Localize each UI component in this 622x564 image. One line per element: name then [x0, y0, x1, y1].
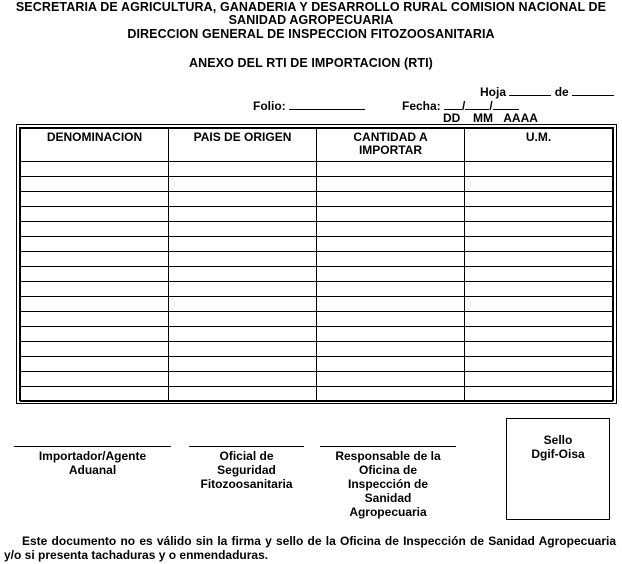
table-cell[interactable]	[317, 222, 465, 237]
table-row	[21, 252, 613, 267]
importador-label-line: Aduanal	[68, 463, 117, 477]
table-cell[interactable]	[317, 237, 465, 252]
sheet-number-field[interactable]	[480, 84, 614, 99]
table-row	[21, 387, 613, 402]
col-cantidad	[317, 129, 465, 162]
responsable-signature-line[interactable]	[320, 446, 456, 447]
items-grid	[20, 128, 613, 402]
table-cell[interactable]	[465, 312, 613, 327]
folio-blank[interactable]	[289, 98, 365, 110]
table-cell[interactable]	[169, 252, 317, 267]
stamp-label-line: Sello	[543, 433, 573, 447]
table-cell[interactable]	[21, 387, 169, 402]
import-items-table	[16, 124, 617, 404]
stamp-label-line: Dgif-Oisa	[531, 447, 585, 461]
table-cell[interactable]	[21, 237, 169, 252]
table-cell[interactable]	[317, 297, 465, 312]
table-body	[21, 162, 613, 402]
date-separator: /	[462, 99, 466, 113]
stamp-box[interactable]	[506, 418, 610, 520]
table-cell[interactable]	[465, 342, 613, 357]
mm-label: MM	[473, 111, 494, 125]
directorate-line: DIRECCION GENERAL DE INSPECCION FITOZOOSANITARIA	[127, 27, 495, 41]
table-cell[interactable]	[21, 312, 169, 327]
table-cell[interactable]	[169, 312, 317, 327]
table-cell[interactable]	[21, 357, 169, 372]
de-label: de	[554, 85, 569, 99]
table-cell[interactable]	[169, 162, 317, 177]
importador-signature-line[interactable]	[14, 446, 171, 447]
table-cell[interactable]	[21, 342, 169, 357]
table-row	[21, 327, 613, 342]
date-separator: /	[489, 99, 493, 113]
agency-line-1: SECRETARIA DE AGRICULTURA, GANADERIA Y DESARROLLO RURAL COMISION NACIONAL DE	[15, 0, 607, 14]
table-cell[interactable]	[21, 282, 169, 297]
table-cell[interactable]	[465, 222, 613, 237]
table-cell[interactable]	[465, 282, 613, 297]
table-cell[interactable]	[465, 162, 613, 177]
table-row	[21, 237, 613, 252]
table-cell[interactable]	[317, 372, 465, 387]
de-blank[interactable]	[572, 84, 614, 96]
responsable-signature-label	[320, 449, 456, 519]
table-cell[interactable]	[21, 297, 169, 312]
table-cell[interactable]	[21, 267, 169, 282]
table-row	[21, 162, 613, 177]
oficial-signature-line[interactable]	[189, 446, 304, 447]
folio-label: Folio:	[253, 99, 286, 113]
table-cell[interactable]	[465, 372, 613, 387]
table-cell[interactable]	[317, 252, 465, 267]
table-cell[interactable]	[169, 372, 317, 387]
responsable-label-line: Inspección de	[347, 477, 429, 491]
table-cell[interactable]	[169, 327, 317, 342]
importador-label-line: Importador/Agente	[38, 449, 147, 463]
table-cell[interactable]	[21, 192, 169, 207]
year-blank[interactable]	[493, 98, 519, 110]
oficial-label-line: Oficial de	[219, 449, 274, 463]
table-row	[21, 372, 613, 387]
col-cantidad-label: CANTIDAD A IMPORTAR	[353, 130, 428, 157]
table-cell[interactable]	[317, 357, 465, 372]
table-row	[21, 297, 613, 312]
table-row	[21, 222, 613, 237]
col-um: U.M.	[465, 129, 613, 162]
table-cell[interactable]	[317, 162, 465, 177]
table-cell[interactable]	[21, 162, 169, 177]
responsable-label-line: Oficina de	[358, 463, 417, 477]
table-cell[interactable]	[465, 207, 613, 222]
month-blank[interactable]	[465, 98, 489, 110]
table-cell[interactable]	[21, 252, 169, 267]
document-title: ANEXO DEL RTI DE IMPORTACION (RTI)	[189, 56, 433, 70]
dd-label: DD	[443, 111, 461, 125]
date-format-legend	[443, 111, 538, 125]
table-cell[interactable]	[465, 252, 613, 267]
table-cell[interactable]	[169, 237, 317, 252]
responsable-label-line: Responsable de la	[335, 449, 441, 463]
table-cell[interactable]	[21, 327, 169, 342]
table-row	[21, 282, 613, 297]
table-row	[21, 177, 613, 192]
table-cell[interactable]	[465, 387, 613, 402]
table-cell[interactable]	[317, 192, 465, 207]
responsable-label-line: Sanidad	[364, 491, 412, 505]
table-row	[21, 267, 613, 282]
hoja-blank[interactable]	[509, 84, 551, 96]
oficial-signature-label	[183, 449, 310, 491]
table-cell[interactable]	[317, 282, 465, 297]
table-cell[interactable]	[169, 267, 317, 282]
table-cell[interactable]	[169, 387, 317, 402]
table-row	[21, 357, 613, 372]
fecha-label: Fecha:	[402, 99, 441, 113]
table-cell[interactable]	[169, 297, 317, 312]
col-denominacion: DENOMINACION	[21, 129, 169, 162]
table-cell[interactable]	[169, 357, 317, 372]
table-row	[21, 342, 613, 357]
table-cell[interactable]	[21, 222, 169, 237]
table-cell[interactable]	[317, 312, 465, 327]
table-cell[interactable]	[317, 267, 465, 282]
responsable-label-line: Agropecuaria	[349, 505, 427, 519]
table-cell[interactable]	[169, 207, 317, 222]
table-cell[interactable]	[317, 327, 465, 342]
day-blank[interactable]	[444, 98, 462, 110]
table-cell[interactable]	[465, 327, 613, 342]
table-cell[interactable]	[21, 207, 169, 222]
table-row	[21, 207, 613, 222]
table-cell[interactable]	[317, 177, 465, 192]
validity-notice: Este documento no es válido sin la firma y sello de la Oficina de Inspección de Sanidad Agropecuaria y/o si presenta tachaduras y o enmendaduras.	[4, 534, 616, 562]
stamp-label	[507, 433, 609, 461]
table-row	[21, 312, 613, 327]
table-cell[interactable]	[21, 177, 169, 192]
table-cell[interactable]	[169, 342, 317, 357]
hoja-label: Hoja	[480, 85, 507, 99]
table-cell[interactable]	[465, 267, 613, 282]
agency-line-2: SANIDAD AGROPECUARIA	[228, 13, 394, 27]
table-cell[interactable]	[317, 387, 465, 402]
table-row	[21, 192, 613, 207]
aaaa-label: AAAA	[503, 111, 538, 125]
import-items-table-inner	[19, 127, 614, 401]
oficial-label-line: Fitozoosanitaria	[200, 477, 293, 491]
oficial-label-line: Seguridad	[217, 463, 276, 477]
table-cell[interactable]	[21, 372, 169, 387]
table-cell[interactable]	[169, 177, 317, 192]
table-cell[interactable]	[465, 357, 613, 372]
table-cell[interactable]	[317, 342, 465, 357]
table-cell[interactable]	[169, 192, 317, 207]
table-cell[interactable]	[465, 177, 613, 192]
table-cell[interactable]	[465, 297, 613, 312]
table-cell[interactable]	[317, 207, 465, 222]
col-pais-origen: PAIS DE ORIGEN	[169, 129, 317, 162]
table-header-row	[21, 129, 613, 162]
table-cell[interactable]	[169, 282, 317, 297]
table-cell[interactable]	[465, 192, 613, 207]
folio-field[interactable]	[253, 98, 365, 113]
table-cell[interactable]	[465, 237, 613, 252]
table-cell[interactable]	[169, 222, 317, 237]
importador-signature-label	[14, 449, 171, 477]
